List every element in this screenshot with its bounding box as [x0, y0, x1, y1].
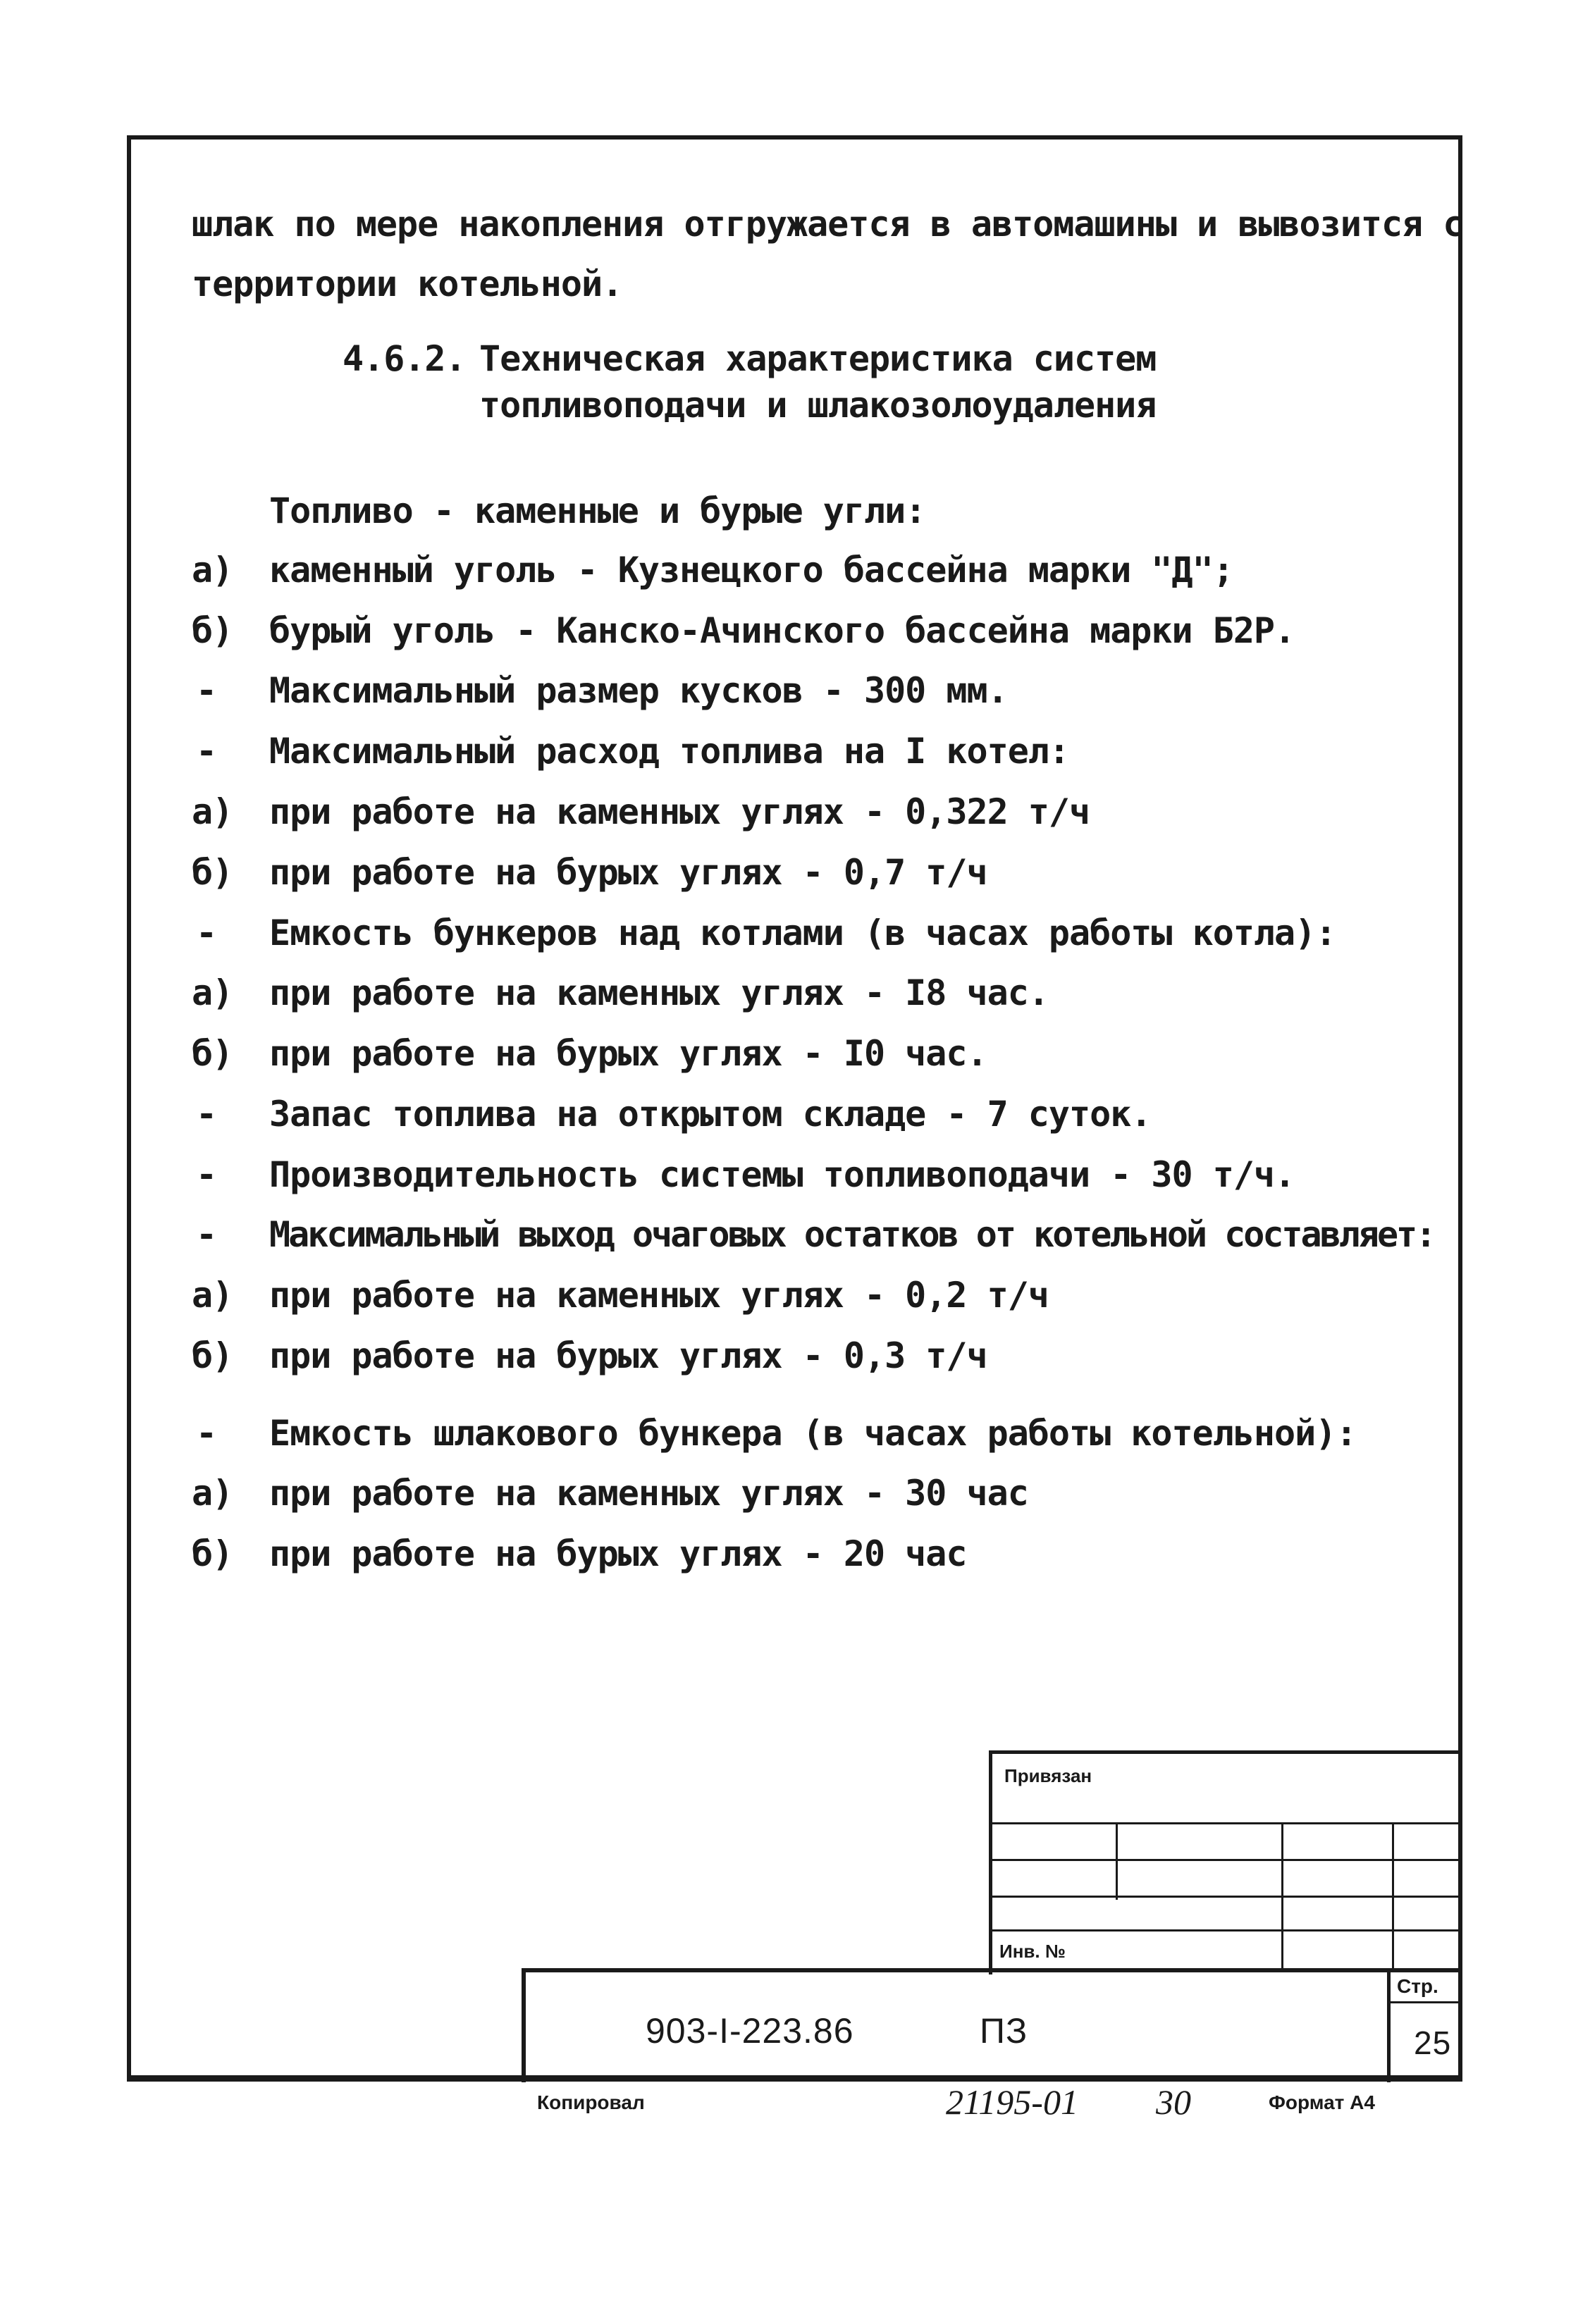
- footer-copied: Копировал: [537, 2091, 645, 2113]
- list-marker: б): [192, 1033, 233, 1074]
- table-border: [1116, 1822, 1118, 1900]
- list-item: при работе на каменных углях - 0,2 т/ч: [269, 1275, 1049, 1316]
- intro-line-1: шлак по мере накопления отгружается в автомашины и вывозится с: [192, 204, 1464, 245]
- list-marker: -: [196, 670, 217, 711]
- stamp-border: [522, 1968, 526, 2082]
- intro-line-2: территории котельной.: [192, 264, 623, 304]
- list-item: при работе на бурых углях - 20 час: [269, 1533, 967, 1574]
- list-marker: а): [192, 550, 233, 591]
- table-border: [989, 1750, 1462, 1754]
- list-marker: -: [196, 1413, 217, 1454]
- list-item: при работе на каменных углях - 0,322 т/ч: [269, 791, 1090, 832]
- footer-number: 21195-01: [946, 2082, 1078, 2122]
- list-marker: б): [192, 1533, 233, 1574]
- list-marker: б): [192, 1335, 233, 1376]
- list-marker: а): [192, 1473, 233, 1514]
- footer-sheet: 30: [1156, 2082, 1191, 2122]
- list-marker: а): [192, 1275, 233, 1316]
- list-item: при работе на бурых углях - 0,3 т/ч: [269, 1335, 987, 1376]
- list-marker: б): [192, 852, 233, 893]
- page-label: Стр.: [1397, 1975, 1438, 1997]
- doc-code: 903-I-223.86: [646, 2011, 854, 2051]
- list-marker: -: [196, 913, 217, 953]
- list-item: бурый уголь - Канско-Ачинского бассейна марки Б2Р.: [269, 610, 1295, 651]
- list-item: Производительность системы топливоподачи - 30 т/ч.: [269, 1154, 1295, 1195]
- fuel-heading: Топливо - каменные и бурые угли:: [269, 490, 926, 531]
- list-item: при работе на каменных углях - 30 час: [269, 1473, 1028, 1514]
- page-number: 25: [1414, 2025, 1452, 2061]
- list-item: при работе на бурых углях - I0 час.: [269, 1033, 987, 1074]
- table-border: [1392, 1822, 1394, 1970]
- stamp-border: [1387, 1968, 1391, 2082]
- stamp-border: [1387, 2001, 1462, 2003]
- list-marker: а): [192, 972, 233, 1013]
- list-item: Максимальный выход очаговых остатков от котельной составляет:: [269, 1214, 1435, 1255]
- list-item: Максимальный размер кусков - 300 мм.: [269, 670, 1008, 711]
- list-item: каменный уголь - Кузнецкого бассейна марки "Д";: [269, 550, 1233, 591]
- list-marker: -: [196, 731, 217, 772]
- list-marker: -: [196, 1154, 217, 1195]
- stamp-border: [522, 1968, 1462, 1972]
- table-border: [989, 1750, 992, 1974]
- list-item: при работе на каменных углях - I8 час.: [269, 972, 1049, 1013]
- list-marker: -: [196, 1094, 217, 1135]
- list-item: Максимальный расход топлива на I котел:: [269, 731, 1069, 772]
- inv-label: Инв. №: [999, 1941, 1066, 1962]
- section-title-line-1: Техническая характеристика систем: [479, 338, 1157, 379]
- doc-type: ПЗ: [980, 2011, 1028, 2051]
- list-marker: б): [192, 610, 233, 651]
- list-item: Емкость бункеров над котлами (в часах работы котла):: [269, 913, 1336, 953]
- list-marker: -: [196, 1214, 217, 1255]
- list-marker: а): [192, 791, 233, 832]
- section-number: 4.6.2.: [343, 338, 466, 379]
- list-item: при работе на бурых углях - 0,7 т/ч: [269, 852, 987, 893]
- list-item: Запас топлива на открытом складе - 7 суток.: [269, 1094, 1152, 1135]
- table-border: [1281, 1822, 1283, 1970]
- list-item: Емкость шлакового бункера (в часах работы котельной):: [269, 1413, 1357, 1454]
- section-title-line-2: топливоподачи и шлакозолоудаления: [479, 385, 1157, 426]
- footer-format: Формат А4: [1269, 2091, 1375, 2113]
- privyazan-label: Привязан: [1004, 1765, 1092, 1786]
